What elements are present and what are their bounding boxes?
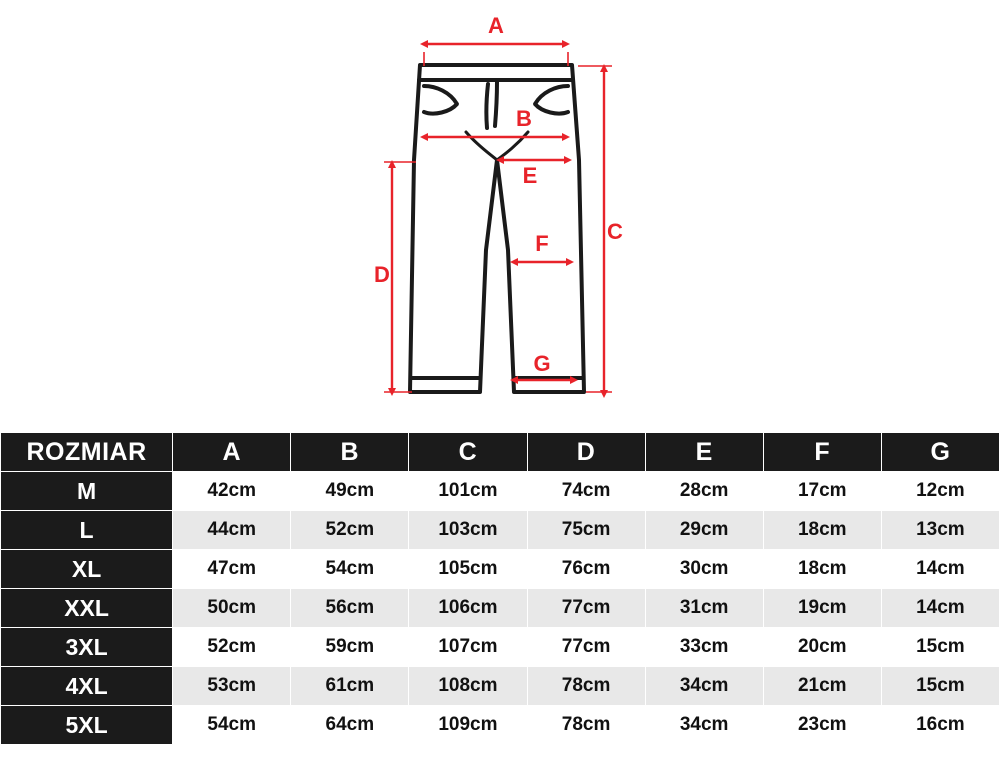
cell-g: 15cm [881, 667, 999, 706]
row-size-label: 4XL [1, 667, 173, 706]
cell-g: 13cm [881, 511, 999, 550]
table-row [1, 550, 1000, 589]
table-header-f: F [763, 433, 881, 472]
cell-e: 34cm [645, 706, 763, 745]
row-size-label: 3XL [1, 628, 173, 667]
row-size-label: L [1, 511, 173, 550]
cell-d: 74cm [527, 472, 645, 511]
fly-stitch [486, 84, 488, 128]
cell-e: 31cm [645, 589, 763, 628]
cell-b: 52cm [291, 511, 409, 550]
cell-c: 103cm [409, 511, 527, 550]
cell-d: 78cm [527, 706, 645, 745]
row-size-label: 5XL [1, 706, 173, 745]
label-d: D [374, 262, 390, 287]
cell-a: 44cm [173, 511, 291, 550]
cell-f: 20cm [763, 628, 881, 667]
cell-c: 105cm [409, 550, 527, 589]
cell-c: 109cm [409, 706, 527, 745]
cell-c: 106cm [409, 589, 527, 628]
cell-b: 56cm [291, 589, 409, 628]
cell-b: 64cm [291, 706, 409, 745]
cell-f: 18cm [763, 550, 881, 589]
fly-seam [495, 82, 497, 126]
cell-e: 34cm [645, 667, 763, 706]
cell-b: 61cm [291, 667, 409, 706]
table-row [1, 706, 1000, 745]
label-c: C [607, 219, 623, 244]
cell-a: 47cm [173, 550, 291, 589]
table-row [1, 667, 1000, 706]
cell-f: 17cm [763, 472, 881, 511]
table-header-e: E [645, 433, 763, 472]
row-size-label: XL [1, 550, 173, 589]
cell-b: 54cm [291, 550, 409, 589]
label-b: B [516, 106, 532, 131]
cell-b: 49cm [291, 472, 409, 511]
cell-f: 21cm [763, 667, 881, 706]
cell-e: 29cm [645, 511, 763, 550]
cell-d: 78cm [527, 667, 645, 706]
cell-f: 23cm [763, 706, 881, 745]
table-header-b: B [291, 433, 409, 472]
table-header-a: A [173, 433, 291, 472]
row-size-label: M [1, 472, 173, 511]
cell-g: 15cm [881, 628, 999, 667]
cell-f: 19cm [763, 589, 881, 628]
label-g: G [533, 351, 551, 376]
label-f: F [535, 231, 549, 256]
cell-e: 28cm [645, 472, 763, 511]
size-chart-table [0, 432, 1000, 745]
cell-d: 76cm [527, 550, 645, 589]
cell-b: 59cm [291, 628, 409, 667]
row-size-label: XXL [1, 589, 173, 628]
cell-g: 16cm [881, 706, 999, 745]
cell-c: 108cm [409, 667, 527, 706]
cell-g: 14cm [881, 550, 999, 589]
table-header-g: G [881, 433, 999, 472]
cell-g: 14cm [881, 589, 999, 628]
cell-a: 52cm [173, 628, 291, 667]
trousers-outline-group [410, 65, 584, 392]
cell-d: 77cm [527, 628, 645, 667]
table-header-rozmiar: ROZMIAR [1, 433, 173, 472]
cell-d: 77cm [527, 589, 645, 628]
cell-e: 30cm [645, 550, 763, 589]
cell-a: 53cm [173, 667, 291, 706]
cell-d: 75cm [527, 511, 645, 550]
table-header-d: D [527, 433, 645, 472]
table-row [1, 511, 1000, 550]
table-row [1, 628, 1000, 667]
table-header-row [1, 433, 1000, 472]
cell-a: 50cm [173, 589, 291, 628]
cell-e: 33cm [645, 628, 763, 667]
cell-f: 18cm [763, 511, 881, 550]
cell-c: 107cm [409, 628, 527, 667]
table-header-c: C [409, 433, 527, 472]
cell-g: 12cm [881, 472, 999, 511]
cell-a: 54cm [173, 706, 291, 745]
label-e: E [522, 163, 538, 188]
cell-a: 42cm [173, 472, 291, 511]
cell-c: 101cm [409, 472, 527, 511]
label-a: A [488, 13, 504, 38]
table-row [1, 589, 1000, 628]
table-row [1, 472, 1000, 511]
